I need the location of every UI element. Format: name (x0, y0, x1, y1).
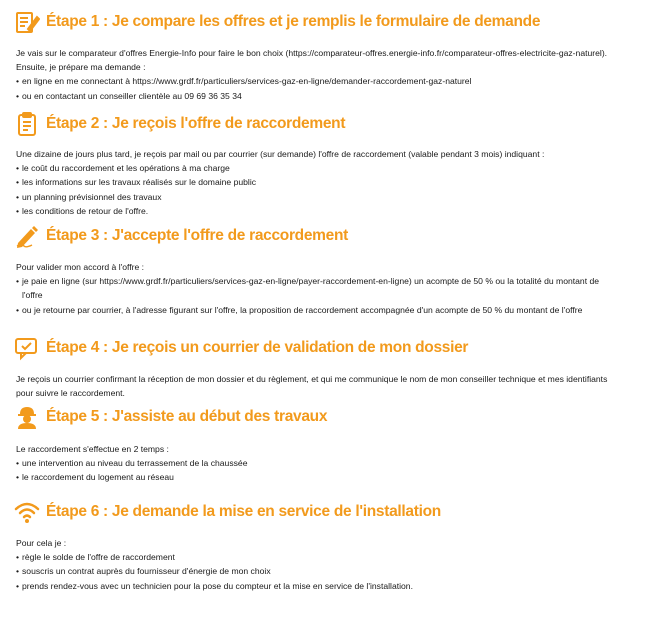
signature-pen-icon (14, 223, 40, 249)
step-2-title: Étape 2 : Je reçois l'offre de raccordement (46, 115, 346, 132)
step-4-title: Étape 4 : Je reçois un courrier de validation de mon dossier (46, 339, 469, 356)
step-1-header (14, 8, 540, 36)
list-item: • ou je retourne par courrier, à l'adresse figurant sur l'offre, la proposition de raccordement accompagnée d'un acompte de 50 % du montant de l'offre (16, 303, 616, 317)
list-item: • le coût du raccordement et les opérations à ma charge (16, 161, 616, 175)
step-3-intro: Pour valider mon accord à l'offre : (16, 262, 145, 272)
step-2-intro: Une dizaine de jours plus tard, je reçois par mail ou par courrier (sur demande) l'offre de raccordement (valable pendant 3 mois) indiquant : (16, 149, 545, 159)
step-6-header (14, 498, 441, 526)
wifi-signal-icon (14, 499, 40, 525)
step-1-title: Étape 1 : Je compare les offres et je remplis le formulaire de demande (46, 13, 541, 30)
list-item: • une intervention au niveau du terrassement de la chaussée (16, 456, 616, 470)
list-item: • les conditions de retour de l'offre. (16, 204, 616, 218)
step-6-intro: Pour cela je : (16, 538, 67, 548)
clipboard-icon (14, 111, 40, 137)
list-item: • ou en contactant un conseiller clientèle au 09 69 36 35 34 (16, 89, 616, 103)
step-5-title: Étape 5 : J'assiste au début des travaux (46, 408, 328, 425)
step-1-body (16, 46, 616, 103)
step-5-intro: Le raccordement s'effectue en 2 temps : (16, 444, 169, 454)
step-3-body (16, 260, 616, 317)
list-item: • un planning prévisionnel des travaux (16, 190, 616, 204)
list-item: • les informations sur les travaux réalisés sur le domaine public (16, 175, 616, 189)
step-6-body (16, 536, 616, 593)
step-4-intro: Je reçois un courrier confirmant la réception de mon dossier et du règlement, et qui me communique le nom de mon conseiller technique et mes identifiants pour suivre le raccordement. (16, 374, 608, 399)
message-check-icon (14, 335, 40, 361)
step-6-title: Étape 6 : Je demande la mise en service de l'installation (46, 503, 441, 520)
list-item: • en ligne en me connectant à https://www.grdf.fr/particuliers/services-gaz-en-ligne/demander-raccordement-gaz-naturel (16, 74, 616, 88)
list-item: • je paie en ligne (sur https://www.grdf.fr/particuliers/services-gaz-en-ligne/payer-raccordement-en-ligne) un acompte de 50 % ou la totalité du montant de l'offre (16, 274, 616, 302)
worker-icon (14, 404, 40, 430)
list-item: • le raccordement du logement au réseau (16, 470, 616, 484)
step-3-title: Étape 3 : J'accepte l'offre de raccordement (46, 227, 349, 244)
step-4-body (16, 372, 616, 400)
step-4-header (14, 334, 468, 362)
list-item: • souscris un contrat auprès du fournisseur d'énergie de mon choix (16, 564, 616, 578)
step-5-body (16, 442, 616, 485)
step-5-header (14, 403, 327, 431)
edit-form-icon (14, 9, 40, 35)
step-2-header (14, 110, 345, 138)
list-item: • prends rendez-vous avec un technicien pour la pose du compteur et la mise en service de l'installation. (16, 579, 616, 593)
list-item: • règle le solde de l'offre de raccordement (16, 550, 616, 564)
step-1-intro: Je vais sur le comparateur d'offres Energie-Info pour faire le bon choix (https://comparateur-offres.energie-info.fr/comparateur-offres-electricite-gaz-naturel). Ensuite, je prépare ma demande : (16, 48, 608, 73)
step-2-body (16, 147, 616, 218)
step-3-header (14, 222, 348, 250)
